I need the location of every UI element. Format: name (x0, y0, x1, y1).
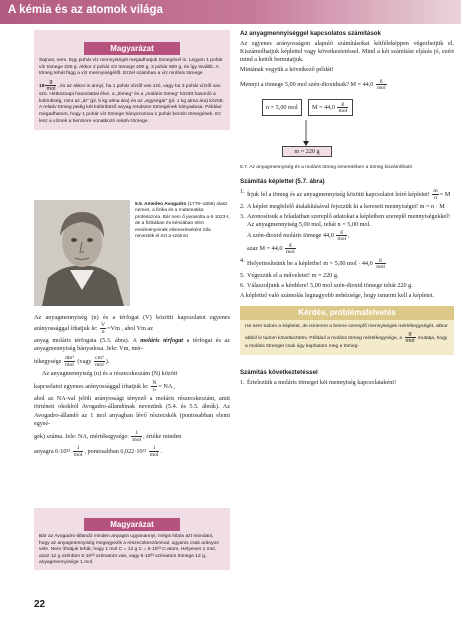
example-question: Mennyi a tömege 5,00 mol szén-dioxidnak? M = 44,0 $\frac{g}{\text{mol}}$ (240, 78, 386, 92)
explanation-box-2-title: Magyarázat (84, 518, 180, 531)
left-column (34, 30, 231, 566)
chapter-title: A kémia és az atomok világa (8, 4, 163, 16)
step-6: 6. Válaszoljunk a kérdésre! 5,00 mol szén-dioxid tömege tehát 220 g. (240, 282, 413, 290)
bio-name: 5.5. Amedeo Avogadro (135, 202, 187, 207)
avogadro-unit-para: gek) száma. Jele: NA, mértékegysége: $\frac{1}{\text{mol}}$ , értéke minden (34, 429, 182, 443)
diagram-result-box: m = 220 g (282, 146, 332, 157)
explanation-box-1-title: Magyarázat (84, 42, 180, 55)
question-box (240, 306, 454, 354)
step-1: 1. Írjuk fel a tömeg és az anyagmennyiség közötti kapcsolatot leíró képletet! $\frac{m}{n}$ = M (240, 187, 451, 201)
explanation-para-1: Sajnos, nem. Egy pohár víz mennyiségét megadhatjuk tömegével is. Legyen 1 pohár víz tömege 200 g. Akkor 2 pohár víz tömege 400 g, 3 pohár 600 g, és így tovább. A tömeg tehát függ a víz mennyiségétől. Ezzel számban a víz moláris tömege (39, 58, 223, 77)
inference-step-1: 1. Érteleztük a moláris tömeget két mennyiség kapcsolataként! (240, 378, 397, 386)
formula-note: A képlettel való számolás legnagyobb nehézsége, hogy ismerni kell a képletet. (240, 292, 435, 300)
explanation-box-2 (34, 508, 230, 570)
question-box-text: Ha nem tudom a képletet, de ismerem a benne szereplő mennyiségek mértékegységét, akkor abból ki tudom következtetni. Például a moláris tömeg mértékegysége, a $\frac{g}{\text{mol}}$ mutatja, hogy a moláris tömeget csak úgy kaphatom meg a tömeg- (240, 320, 454, 354)
intro-para: Az egyenes arányosságon alapuló számításokat kétféleképpen végezhetjük el. Kiszámolhatjuk képlettel vagy következtetéssel. Mind a két számítást eljárás jó, ezért mind a kettőt bemutatjuk. (240, 40, 454, 64)
avogadro-bio (135, 202, 230, 240)
explanation-box-1 (34, 30, 230, 130)
figure-caption: 5.7. Az anyagmennyiség és a moláris tömeg ismeretében a tömeg kiszámítható (240, 165, 413, 171)
right-column (240, 30, 454, 389)
step-3: 3. Azonosítsuk a feladatban szereplő adatokat a képletben szereplő mennyiségekkel! Az anyagmennyiség 5,00 mol, tehát n = 5,00 mol. A szén-dioxid moláris tömege 44,0 $\frac{g}{\text{mol}}$ , azaz M = 44,0 $\frac{g}{\text{mol}}$ (240, 212, 451, 256)
left-body-text (34, 314, 230, 460)
bio-text: (1776–1856) olasz nemes, a fizika és a matematika professzora. Bár nem ő javasolta a 6·1023-t, de a fizikában és kémiában elért eredményeinek elismeréseként róla nevezték el ezt a számot (135, 202, 230, 240)
explanation-box-1-text (34, 55, 230, 130)
step-4: 4. Helyettesítsünk be a képletbe! m = 5,00 mol · 44,0 $\frac{g}{\text{mol}}$ (240, 257, 385, 271)
diagram-n-box: n = 5,00 mol (262, 99, 302, 116)
section-title: Az anyagmennyiséggel kapcsolatos számítások (240, 30, 381, 37)
step-2: 2. A képlet megfelelő átalakításával fejezzük ki a keresett mennyiséget! m = n · M (240, 202, 445, 210)
molar-volume-para: anyag moláris térfogata (5.3. ábra). A moláris térfogat a térfogat és az anyagmennyiség hányadosa. Jele: Vm, mér- (34, 337, 231, 353)
avogadro-constant-para: ahol az NA-val jelölt arányossági tényező a moláris részecskeszám, amit történeti okokból Avogadro-állandónak nevezünk (5.4. és 5.5. ábrák). Az Avogadro-állandó az 1 mol anyagban lévő részecskék (pontosabban elemi egysé- (34, 395, 230, 427)
calc-diagram (240, 95, 454, 161)
avogadro-value-para: anyagra 6·10²³ $\frac{1}{\text{mol}}$ , pontosabban 6,022·10²³ $\frac{1}{\text{mol}}$ . (34, 444, 163, 458)
chapter-banner (0, 0, 461, 24)
avogadro-formula-para: kapcsolatot egyenes arányossággal írhatjuk le: $\frac{N}{n}$ = NA , (34, 380, 176, 394)
avogadro-portrait (34, 200, 130, 306)
inference-calc-heading: Számítás következtetéssel (240, 368, 318, 376)
page-number: 22 (34, 599, 46, 610)
molar-volume-unit: tékegysége $\frac{\text{dm³}}{\text{mol}}$ (vagy $\frac{\text{cm³}}{\text{mol}}$ ). (34, 355, 110, 369)
step-5: 5. Végezzük el a műveletet! m = 220 g. (240, 272, 339, 280)
particle-number-para: Az anyagmennyiség (n) és a részecskeszám (N) között (42, 370, 178, 378)
explanation-box-2-text: Bár az Avogadro-állandó minden anyagra ugyanannyi, mégis hibás azt mondani, hogy az anyagmennyiség megegyezik a részecskeszámmal, ugyanis csak arányos vele. Nem írhatjuk tehát, hogy 1 mol C = 12 g C = 6·10²³ C-atom. Helyesen 1 mol, azaz 12 g szénben 6·10²³ szénatom van, vagy 6·10²³ szénatom tömege 12 g, anyagmennyisége 1 mol. (39, 534, 219, 566)
question-box-title: Kérdés, problémafelvetés (240, 306, 454, 320)
example-intro: Mintának vegyük a következő példát! (240, 66, 334, 74)
volume-para: Az anyagmennyiség (n) és a térfogat (V) közötti kapcsolatot egyenes arányossággal írhatjuk le: $\frac{V}{n}$ =Vm , ahol Vm az (34, 314, 230, 336)
formula-calc-heading: Számítás képlettel (5.7. ábra) (240, 177, 325, 185)
explanation-para-2: 18 $\frac{g}{\text{mol}}$ , és az akkor is annyi, ha 1 pohár vízről van szó, vagy ha 3 pohár vízről van szó. Hétköznapi hasonlattal élve, a „tömeg” és a „moláris tömeg” között hasonló a különbség, mint az „ár” (pl. 5 kg alma ára) és az „egységár” (pl. 1 kg alma ára) között. A relatív tömeg pedig két különböző anyag rendszer tömegének hányadosa. Például megadhatom, hogy 1 pohár víz tömege hányszorosa 1 pohár benzin tömegének. Ez lesz a víznek a benzinre vonatkozó relatív tömege. (39, 79, 224, 124)
diagram-M-box: M = 44,0 $\frac{g}{\text{mol}}$ (308, 99, 353, 116)
